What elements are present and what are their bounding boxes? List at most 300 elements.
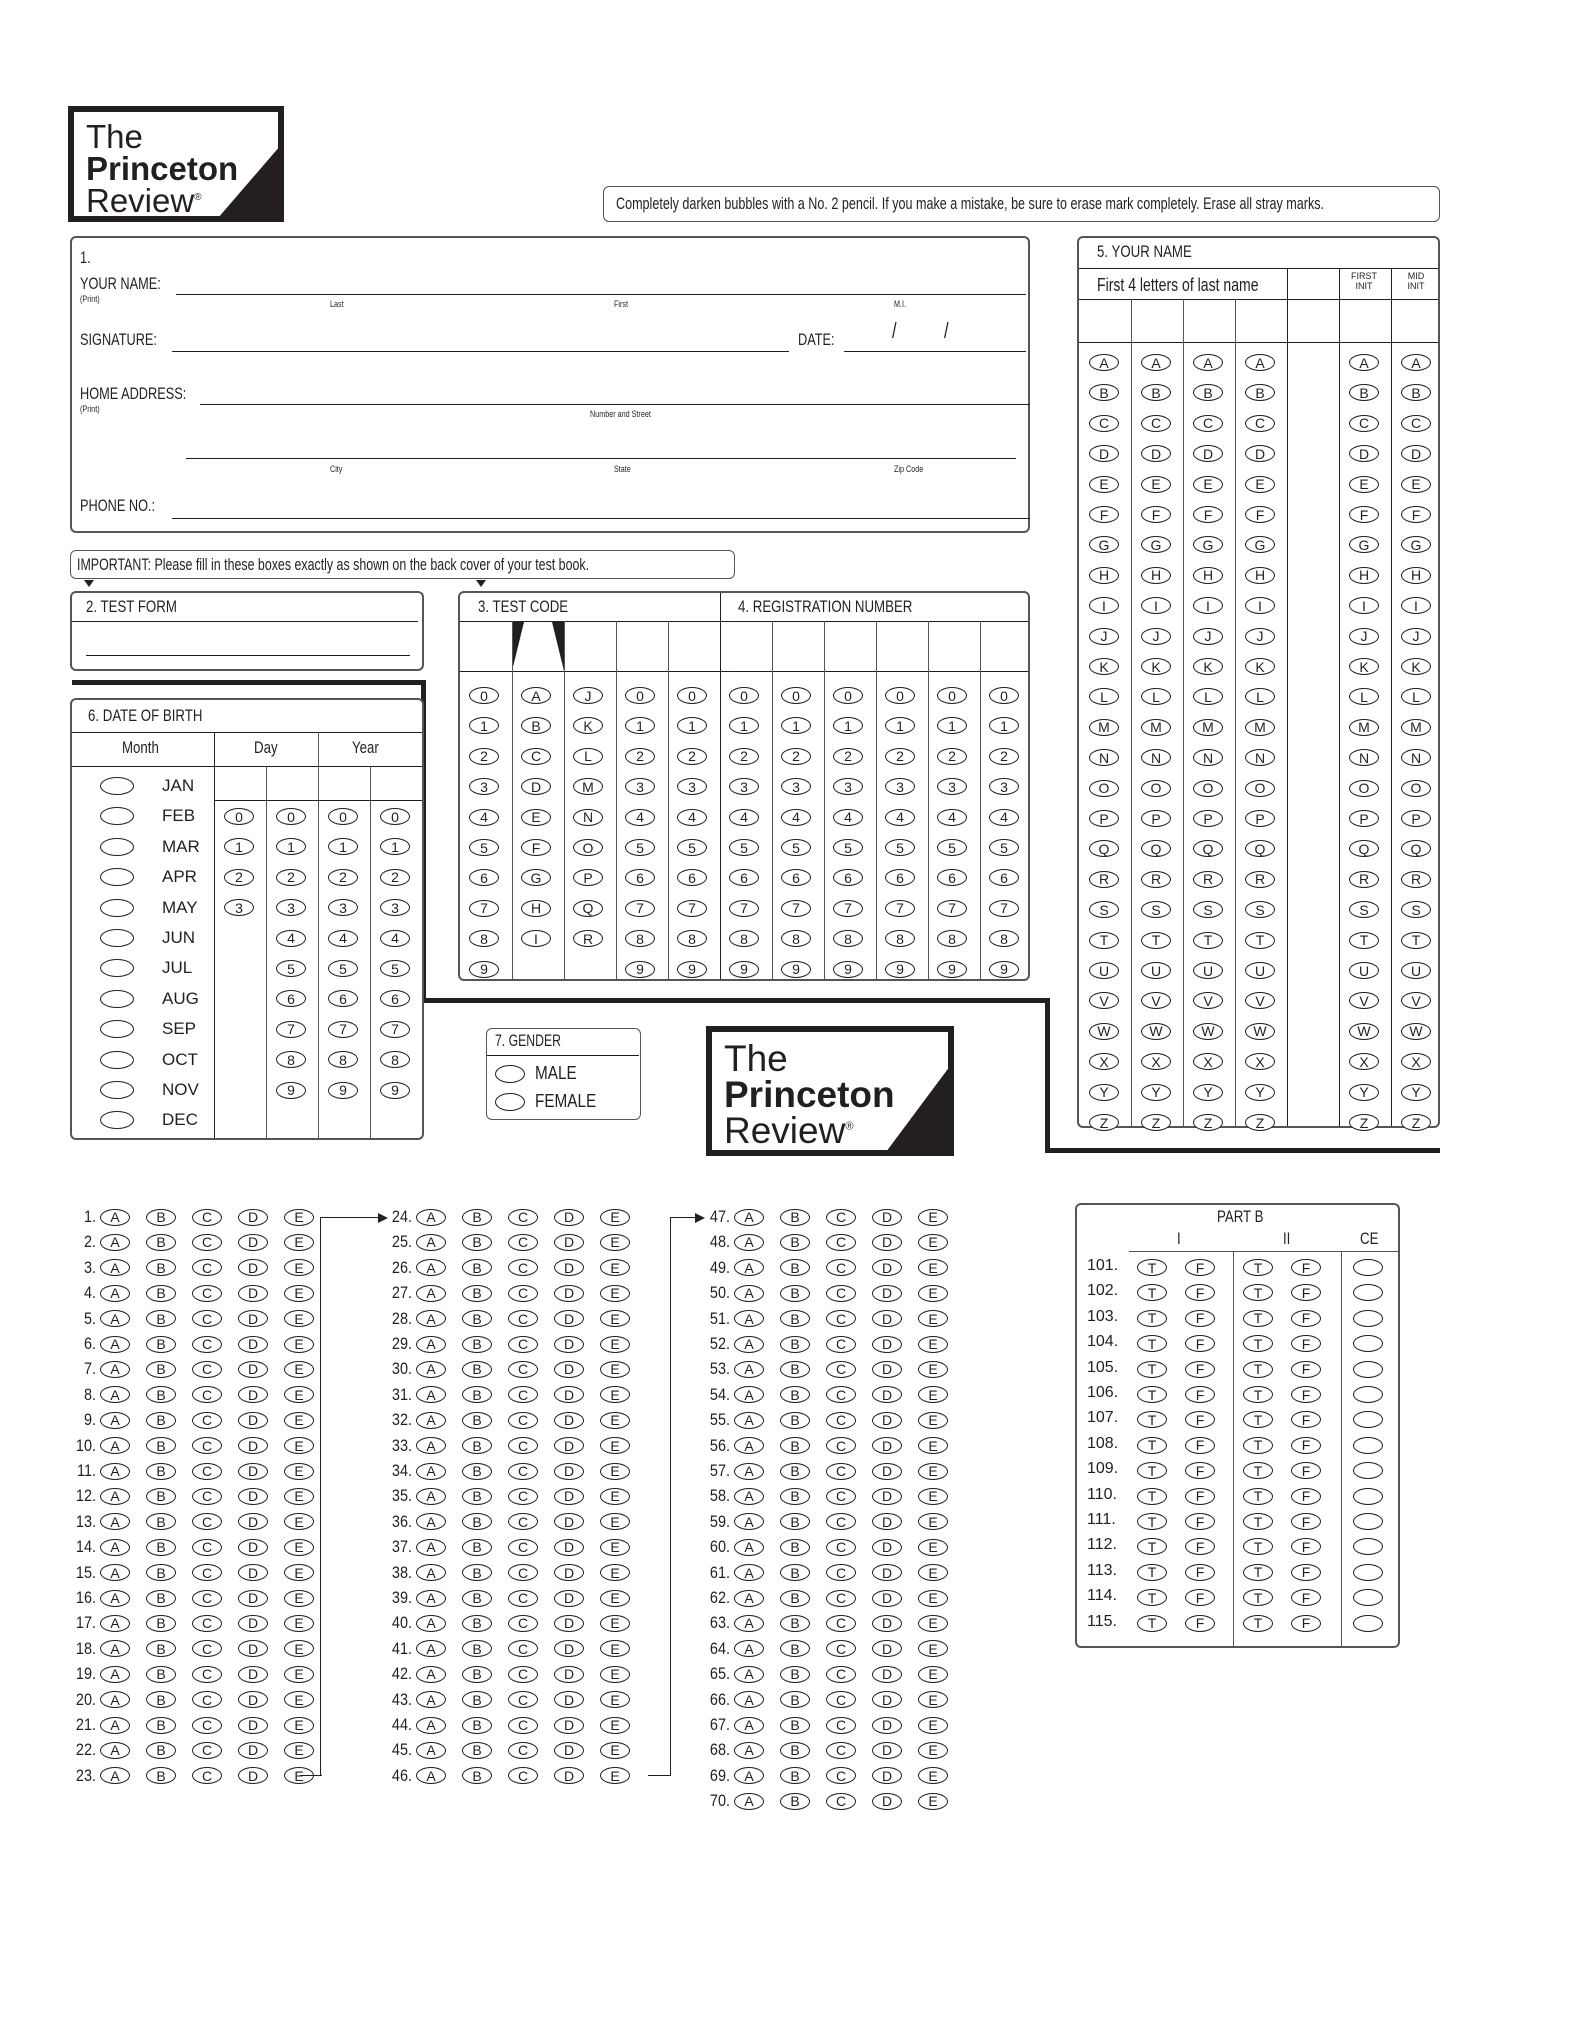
- test-code-bubble[interactable]: 2: [469, 748, 499, 765]
- part-b-i-true-bubble[interactable]: T: [1137, 1615, 1167, 1632]
- answer-bubble-c[interactable]: C: [192, 1666, 222, 1683]
- answer-bubble-b[interactable]: B: [462, 1488, 492, 1505]
- name-letter-bubble[interactable]: B: [1349, 384, 1379, 401]
- answer-bubble-d[interactable]: D: [872, 1259, 902, 1276]
- test-code-bubble[interactable]: 0: [677, 687, 707, 704]
- part-b-i-false-bubble[interactable]: F: [1185, 1310, 1215, 1327]
- answer-bubble-e[interactable]: E: [600, 1640, 630, 1657]
- answer-bubble-e[interactable]: E: [918, 1386, 948, 1403]
- name-letter-bubble[interactable]: H: [1245, 567, 1275, 584]
- answer-bubble-d[interactable]: D: [872, 1386, 902, 1403]
- answer-bubble-b[interactable]: B: [146, 1717, 176, 1734]
- answer-bubble-c[interactable]: C: [508, 1234, 538, 1251]
- answer-bubble-b[interactable]: B: [780, 1285, 810, 1302]
- test-code-bubble[interactable]: H: [521, 900, 551, 917]
- name-letter-bubble[interactable]: X: [1193, 1053, 1223, 1070]
- answer-bubble-c[interactable]: C: [826, 1488, 856, 1505]
- name-letter-bubble[interactable]: P: [1349, 810, 1379, 827]
- answer-bubble-c[interactable]: C: [508, 1590, 538, 1607]
- part-b-i-true-bubble[interactable]: T: [1137, 1284, 1167, 1301]
- answer-bubble-a[interactable]: A: [416, 1234, 446, 1251]
- answer-bubble-d[interactable]: D: [872, 1793, 902, 1810]
- month-option-feb[interactable]: FEB: [100, 806, 195, 826]
- month-bubble[interactable]: [100, 1020, 134, 1038]
- part-b-ii-true-bubble[interactable]: T: [1243, 1437, 1273, 1454]
- answer-bubble-d[interactable]: D: [872, 1412, 902, 1429]
- name-letter-bubble[interactable]: K: [1349, 658, 1379, 675]
- name-letter-bubble[interactable]: A: [1141, 354, 1171, 371]
- answer-bubble-b[interactable]: B: [146, 1615, 176, 1632]
- answer-bubble-c[interactable]: C: [192, 1539, 222, 1556]
- name-letter-bubble[interactable]: A: [1245, 354, 1275, 371]
- day-ones-bubble[interactable]: 9: [276, 1082, 306, 1099]
- answer-bubble-b[interactable]: B: [462, 1666, 492, 1683]
- answer-bubble-b[interactable]: B: [780, 1209, 810, 1226]
- name-letter-bubble[interactable]: T: [1193, 932, 1223, 949]
- answer-bubble-c[interactable]: C: [826, 1717, 856, 1734]
- test-code-bubble[interactable]: 9: [469, 961, 499, 978]
- part-b-ii-false-bubble[interactable]: F: [1291, 1411, 1321, 1428]
- answer-bubble-e[interactable]: E: [600, 1742, 630, 1759]
- answer-bubble-b[interactable]: B: [780, 1336, 810, 1353]
- answer-bubble-e[interactable]: E: [284, 1691, 314, 1708]
- answer-bubble-d[interactable]: D: [238, 1666, 268, 1683]
- name-letter-bubble[interactable]: H: [1349, 567, 1379, 584]
- answer-bubble-b[interactable]: B: [462, 1742, 492, 1759]
- answer-bubble-a[interactable]: A: [416, 1640, 446, 1657]
- year-bubble[interactable]: 8: [380, 1051, 410, 1068]
- name-letter-bubble[interactable]: I: [1349, 597, 1379, 614]
- month-option-jul[interactable]: JUL: [100, 958, 192, 978]
- part-b-ii-false-bubble[interactable]: F: [1291, 1589, 1321, 1606]
- part-b-i-false-bubble[interactable]: F: [1185, 1386, 1215, 1403]
- name-letter-bubble[interactable]: D: [1193, 445, 1223, 462]
- answer-bubble-e[interactable]: E: [284, 1463, 314, 1480]
- answer-bubble-c[interactable]: C: [192, 1361, 222, 1378]
- answer-bubble-c[interactable]: C: [826, 1437, 856, 1454]
- name-letter-bubble[interactable]: W: [1193, 1023, 1223, 1040]
- part-b-ii-false-bubble[interactable]: F: [1291, 1259, 1321, 1276]
- answer-bubble-c[interactable]: C: [826, 1691, 856, 1708]
- answer-bubble-b[interactable]: B: [146, 1488, 176, 1505]
- answer-bubble-c[interactable]: C: [508, 1564, 538, 1581]
- answer-bubble-c[interactable]: C: [508, 1336, 538, 1353]
- name-letter-bubble[interactable]: Q: [1193, 840, 1223, 857]
- part-b-i-true-bubble[interactable]: T: [1137, 1310, 1167, 1327]
- answer-bubble-d[interactable]: D: [238, 1513, 268, 1530]
- answer-bubble-d[interactable]: D: [554, 1209, 584, 1226]
- answer-bubble-e[interactable]: E: [918, 1234, 948, 1251]
- answer-bubble-e[interactable]: E: [284, 1412, 314, 1429]
- answer-bubble-d[interactable]: D: [554, 1488, 584, 1505]
- answer-bubble-b[interactable]: B: [780, 1361, 810, 1378]
- month-bubble[interactable]: [100, 899, 134, 917]
- part-b-ce-bubble[interactable]: [1353, 1335, 1383, 1352]
- answer-bubble-b[interactable]: B: [146, 1412, 176, 1429]
- name-letter-bubble[interactable]: O: [1089, 780, 1119, 797]
- registration-bubble[interactable]: 0: [885, 687, 915, 704]
- registration-bubble[interactable]: 2: [833, 748, 863, 765]
- answer-bubble-b[interactable]: B: [462, 1336, 492, 1353]
- answer-bubble-a[interactable]: A: [734, 1234, 764, 1251]
- day-ones-bubble[interactable]: 5: [276, 960, 306, 977]
- part-b-i-false-bubble[interactable]: F: [1185, 1615, 1215, 1632]
- name-letter-bubble[interactable]: V: [1193, 992, 1223, 1009]
- answer-bubble-e[interactable]: E: [284, 1539, 314, 1556]
- answer-bubble-c[interactable]: C: [192, 1717, 222, 1734]
- name-letter-bubble[interactable]: I: [1089, 597, 1119, 614]
- name-letter-bubble[interactable]: X: [1349, 1053, 1379, 1070]
- answer-bubble-d[interactable]: D: [238, 1463, 268, 1480]
- answer-bubble-e[interactable]: E: [918, 1412, 948, 1429]
- name-letter-bubble[interactable]: A: [1349, 354, 1379, 371]
- answer-bubble-b[interactable]: B: [780, 1717, 810, 1734]
- test-code-bubble[interactable]: 5: [469, 839, 499, 856]
- name-letter-bubble[interactable]: R: [1401, 871, 1431, 888]
- test-code-bubble[interactable]: 5: [625, 839, 655, 856]
- answer-bubble-d[interactable]: D: [872, 1640, 902, 1657]
- answer-bubble-a[interactable]: A: [734, 1463, 764, 1480]
- answer-bubble-a[interactable]: A: [734, 1691, 764, 1708]
- test-code-bubble[interactable]: 4: [469, 809, 499, 826]
- test-code-bubble[interactable]: 3: [469, 778, 499, 795]
- registration-bubble[interactable]: 1: [781, 717, 811, 734]
- answer-bubble-a[interactable]: A: [734, 1767, 764, 1784]
- part-b-i-false-bubble[interactable]: F: [1185, 1538, 1215, 1555]
- registration-bubble[interactable]: 9: [781, 961, 811, 978]
- registration-bubble[interactable]: 4: [937, 809, 967, 826]
- name-letter-bubble[interactable]: U: [1401, 962, 1431, 979]
- answer-bubble-c[interactable]: C: [826, 1640, 856, 1657]
- answer-bubble-c[interactable]: C: [826, 1361, 856, 1378]
- answer-bubble-e[interactable]: E: [284, 1234, 314, 1251]
- test-code-bubble[interactable]: Q: [573, 900, 603, 917]
- answer-bubble-c[interactable]: C: [826, 1513, 856, 1530]
- part-b-ii-true-bubble[interactable]: T: [1243, 1259, 1273, 1276]
- test-code-bubble[interactable]: D: [521, 778, 551, 795]
- answer-bubble-c[interactable]: C: [826, 1615, 856, 1632]
- name-letter-bubble[interactable]: E: [1349, 476, 1379, 493]
- month-bubble[interactable]: [100, 868, 134, 886]
- part-b-i-false-bubble[interactable]: F: [1185, 1437, 1215, 1454]
- name-letter-bubble[interactable]: U: [1089, 962, 1119, 979]
- name-letter-bubble[interactable]: A: [1089, 354, 1119, 371]
- registration-bubble[interactable]: 9: [885, 961, 915, 978]
- name-letter-bubble[interactable]: X: [1141, 1053, 1171, 1070]
- answer-bubble-b[interactable]: B: [462, 1767, 492, 1784]
- answer-bubble-a[interactable]: A: [416, 1742, 446, 1759]
- name-letter-bubble[interactable]: L: [1401, 688, 1431, 705]
- answer-bubble-d[interactable]: D: [238, 1488, 268, 1505]
- part-b-i-true-bubble[interactable]: T: [1137, 1564, 1167, 1581]
- answer-bubble-a[interactable]: A: [100, 1513, 130, 1530]
- name-letter-bubble[interactable]: F: [1401, 506, 1431, 523]
- answer-bubble-c[interactable]: C: [192, 1209, 222, 1226]
- answer-bubble-e[interactable]: E: [600, 1691, 630, 1708]
- name-letter-bubble[interactable]: A: [1401, 354, 1431, 371]
- registration-bubble[interactable]: 8: [781, 930, 811, 947]
- answer-bubble-a[interactable]: A: [416, 1463, 446, 1480]
- answer-bubble-e[interactable]: E: [600, 1463, 630, 1480]
- answer-bubble-c[interactable]: C: [192, 1336, 222, 1353]
- part-b-i-true-bubble[interactable]: T: [1137, 1488, 1167, 1505]
- part-b-i-true-bubble[interactable]: T: [1137, 1462, 1167, 1479]
- registration-bubble[interactable]: 0: [937, 687, 967, 704]
- part-b-i-false-bubble[interactable]: F: [1185, 1564, 1215, 1581]
- answer-bubble-a[interactable]: A: [100, 1259, 130, 1276]
- name-letter-bubble[interactable]: O: [1193, 780, 1223, 797]
- name-letter-bubble[interactable]: Z: [1089, 1114, 1119, 1131]
- name-letter-bubble[interactable]: U: [1141, 962, 1171, 979]
- part-b-ii-false-bubble[interactable]: F: [1291, 1615, 1321, 1632]
- answer-bubble-e[interactable]: E: [918, 1336, 948, 1353]
- answer-bubble-d[interactable]: D: [554, 1717, 584, 1734]
- day-ones-bubble[interactable]: 3: [276, 899, 306, 916]
- answer-bubble-a[interactable]: A: [734, 1539, 764, 1556]
- answer-bubble-b[interactable]: B: [462, 1209, 492, 1226]
- test-code-bubble[interactable]: 6: [677, 869, 707, 886]
- name-letter-bubble[interactable]: P: [1193, 810, 1223, 827]
- name-letter-bubble[interactable]: R: [1245, 871, 1275, 888]
- part-b-i-false-bubble[interactable]: F: [1185, 1513, 1215, 1530]
- month-option-aug[interactable]: AUG: [100, 989, 199, 1009]
- answer-bubble-b[interactable]: B: [780, 1259, 810, 1276]
- registration-bubble[interactable]: 9: [833, 961, 863, 978]
- name-letter-bubble[interactable]: C: [1401, 415, 1431, 432]
- answer-bubble-a[interactable]: A: [734, 1742, 764, 1759]
- answer-bubble-a[interactable]: A: [734, 1259, 764, 1276]
- part-b-ii-false-bubble[interactable]: F: [1291, 1361, 1321, 1378]
- name-letter-bubble[interactable]: D: [1141, 445, 1171, 462]
- answer-bubble-b[interactable]: B: [780, 1742, 810, 1759]
- answer-bubble-b[interactable]: B: [780, 1539, 810, 1556]
- registration-bubble[interactable]: 6: [989, 869, 1019, 886]
- answer-bubble-a[interactable]: A: [416, 1488, 446, 1505]
- registration-bubble[interactable]: 9: [989, 961, 1019, 978]
- test-code-bubble[interactable]: F: [521, 839, 551, 856]
- year-bubble[interactable]: 4: [328, 930, 358, 947]
- part-b-ii-true-bubble[interactable]: T: [1243, 1564, 1273, 1581]
- name-letter-bubble[interactable]: K: [1245, 658, 1275, 675]
- month-bubble[interactable]: [100, 990, 134, 1008]
- answer-bubble-a[interactable]: A: [100, 1742, 130, 1759]
- signature-field[interactable]: [172, 351, 789, 352]
- part-b-ii-true-bubble[interactable]: T: [1243, 1335, 1273, 1352]
- answer-bubble-e[interactable]: E: [918, 1310, 948, 1327]
- name-letter-bubble[interactable]: P: [1245, 810, 1275, 827]
- answer-bubble-d[interactable]: D: [554, 1691, 584, 1708]
- name-letter-bubble[interactable]: W: [1401, 1023, 1431, 1040]
- answer-bubble-d[interactable]: D: [238, 1615, 268, 1632]
- name-letter-bubble[interactable]: T: [1089, 932, 1119, 949]
- registration-bubble[interactable]: 8: [729, 930, 759, 947]
- answer-bubble-a[interactable]: A: [734, 1717, 764, 1734]
- month-option-jun[interactable]: JUN: [100, 928, 195, 948]
- month-option-may[interactable]: MAY: [100, 898, 198, 918]
- name-letter-bubble[interactable]: Z: [1245, 1114, 1275, 1131]
- answer-bubble-a[interactable]: A: [416, 1386, 446, 1403]
- answer-bubble-b[interactable]: B: [462, 1590, 492, 1607]
- test-code-bubble[interactable]: 1: [469, 717, 499, 734]
- answer-bubble-b[interactable]: B: [146, 1437, 176, 1454]
- name-letter-bubble[interactable]: B: [1141, 384, 1171, 401]
- registration-bubble[interactable]: 8: [937, 930, 967, 947]
- answer-bubble-c[interactable]: C: [192, 1615, 222, 1632]
- test-code-bubble[interactable]: 5: [677, 839, 707, 856]
- answer-bubble-a[interactable]: A: [416, 1666, 446, 1683]
- answer-bubble-d[interactable]: D: [554, 1412, 584, 1429]
- answer-bubble-e[interactable]: E: [600, 1590, 630, 1607]
- name-letter-bubble[interactable]: T: [1401, 932, 1431, 949]
- answer-bubble-e[interactable]: E: [284, 1564, 314, 1581]
- answer-bubble-e[interactable]: E: [918, 1793, 948, 1810]
- registration-bubble[interactable]: 0: [989, 687, 1019, 704]
- answer-bubble-b[interactable]: B: [462, 1437, 492, 1454]
- answer-bubble-d[interactable]: D: [554, 1767, 584, 1784]
- answer-bubble-c[interactable]: C: [508, 1361, 538, 1378]
- name-letter-bubble[interactable]: E: [1089, 476, 1119, 493]
- part-b-i-true-bubble[interactable]: T: [1137, 1386, 1167, 1403]
- answer-bubble-e[interactable]: E: [284, 1386, 314, 1403]
- part-b-ce-bubble[interactable]: [1353, 1564, 1383, 1581]
- name-letter-bubble[interactable]: D: [1089, 445, 1119, 462]
- answer-bubble-b[interactable]: B: [780, 1463, 810, 1480]
- name-letter-bubble[interactable]: L: [1141, 688, 1171, 705]
- registration-bubble[interactable]: 2: [729, 748, 759, 765]
- answer-bubble-d[interactable]: D: [238, 1310, 268, 1327]
- answer-bubble-c[interactable]: C: [508, 1488, 538, 1505]
- name-letter-bubble[interactable]: E: [1245, 476, 1275, 493]
- answer-bubble-b[interactable]: B: [780, 1310, 810, 1327]
- registration-bubble[interactable]: 2: [937, 748, 967, 765]
- answer-bubble-c[interactable]: C: [192, 1640, 222, 1657]
- year-bubble[interactable]: 2: [328, 869, 358, 886]
- test-code-bubble[interactable]: 4: [677, 809, 707, 826]
- name-letter-bubble[interactable]: A: [1193, 354, 1223, 371]
- part-b-ii-false-bubble[interactable]: F: [1291, 1513, 1321, 1530]
- part-b-i-true-bubble[interactable]: T: [1137, 1411, 1167, 1428]
- test-code-bubble[interactable]: 1: [625, 717, 655, 734]
- answer-bubble-b[interactable]: B: [780, 1564, 810, 1581]
- answer-bubble-e[interactable]: E: [918, 1513, 948, 1530]
- name-letter-bubble[interactable]: N: [1193, 749, 1223, 766]
- part-b-i-true-bubble[interactable]: T: [1137, 1437, 1167, 1454]
- answer-bubble-c[interactable]: C: [826, 1767, 856, 1784]
- part-b-ii-false-bubble[interactable]: F: [1291, 1488, 1321, 1505]
- answer-bubble-a[interactable]: A: [100, 1539, 130, 1556]
- gender-option-male[interactable]: MALE: [495, 1063, 584, 1084]
- answer-bubble-b[interactable]: B: [462, 1539, 492, 1556]
- answer-bubble-e[interactable]: E: [600, 1717, 630, 1734]
- registration-bubble[interactable]: 2: [989, 748, 1019, 765]
- answer-bubble-a[interactable]: A: [416, 1209, 446, 1226]
- answer-bubble-c[interactable]: C: [192, 1285, 222, 1302]
- part-b-ce-bubble[interactable]: [1353, 1437, 1383, 1454]
- year-bubble[interactable]: 3: [328, 899, 358, 916]
- registration-bubble[interactable]: 8: [989, 930, 1019, 947]
- answer-bubble-d[interactable]: D: [554, 1666, 584, 1683]
- answer-bubble-e[interactable]: E: [284, 1437, 314, 1454]
- answer-bubble-e[interactable]: E: [284, 1259, 314, 1276]
- registration-bubble[interactable]: 6: [729, 869, 759, 886]
- your-name-field[interactable]: [176, 294, 1026, 295]
- name-letter-bubble[interactable]: L: [1089, 688, 1119, 705]
- name-letter-bubble[interactable]: M: [1245, 719, 1275, 736]
- answer-bubble-d[interactable]: D: [554, 1513, 584, 1530]
- answer-bubble-d[interactable]: D: [554, 1386, 584, 1403]
- answer-bubble-b[interactable]: B: [146, 1564, 176, 1581]
- answer-bubble-c[interactable]: C: [508, 1742, 538, 1759]
- answer-bubble-a[interactable]: A: [100, 1463, 130, 1480]
- registration-bubble[interactable]: 4: [729, 809, 759, 826]
- month-bubble[interactable]: [100, 777, 134, 795]
- answer-bubble-c[interactable]: C: [192, 1742, 222, 1759]
- answer-bubble-b[interactable]: B: [146, 1742, 176, 1759]
- answer-bubble-b[interactable]: B: [462, 1691, 492, 1708]
- name-letter-bubble[interactable]: S: [1089, 901, 1119, 918]
- answer-bubble-d[interactable]: D: [238, 1285, 268, 1302]
- part-b-ii-false-bubble[interactable]: F: [1291, 1310, 1321, 1327]
- answer-bubble-c[interactable]: C: [826, 1564, 856, 1581]
- answer-bubble-a[interactable]: A: [734, 1412, 764, 1429]
- answer-bubble-b[interactable]: B: [462, 1386, 492, 1403]
- name-letter-bubble[interactable]: L: [1349, 688, 1379, 705]
- answer-bubble-b[interactable]: B: [462, 1717, 492, 1734]
- name-letter-bubble[interactable]: W: [1349, 1023, 1379, 1040]
- answer-bubble-c[interactable]: C: [508, 1615, 538, 1632]
- name-letter-bubble[interactable]: U: [1349, 962, 1379, 979]
- part-b-i-true-bubble[interactable]: T: [1137, 1335, 1167, 1352]
- test-code-bubble[interactable]: 0: [625, 687, 655, 704]
- day-ones-bubble[interactable]: 6: [276, 990, 306, 1007]
- registration-bubble[interactable]: 4: [989, 809, 1019, 826]
- name-letter-bubble[interactable]: Y: [1089, 1084, 1119, 1101]
- month-bubble[interactable]: [100, 807, 134, 825]
- answer-bubble-d[interactable]: D: [872, 1285, 902, 1302]
- answer-bubble-b[interactable]: B: [146, 1336, 176, 1353]
- part-b-i-false-bubble[interactable]: F: [1185, 1411, 1215, 1428]
- registration-bubble[interactable]: 4: [885, 809, 915, 826]
- answer-bubble-b[interactable]: B: [780, 1590, 810, 1607]
- answer-bubble-c[interactable]: C: [192, 1590, 222, 1607]
- name-letter-bubble[interactable]: N: [1401, 749, 1431, 766]
- date-field[interactable]: [844, 351, 1026, 352]
- name-letter-bubble[interactable]: U: [1245, 962, 1275, 979]
- name-letter-bubble[interactable]: V: [1245, 992, 1275, 1009]
- part-b-i-true-bubble[interactable]: T: [1137, 1361, 1167, 1378]
- name-letter-bubble[interactable]: B: [1089, 384, 1119, 401]
- day-ones-bubble[interactable]: 0: [276, 808, 306, 825]
- phone-field[interactable]: [172, 518, 1030, 519]
- part-b-ii-true-bubble[interactable]: T: [1243, 1386, 1273, 1403]
- answer-bubble-c[interactable]: C: [826, 1742, 856, 1759]
- registration-bubble[interactable]: 3: [937, 778, 967, 795]
- registration-bubble[interactable]: 0: [833, 687, 863, 704]
- name-letter-bubble[interactable]: C: [1245, 415, 1275, 432]
- month-bubble[interactable]: [100, 1081, 134, 1099]
- part-b-i-false-bubble[interactable]: F: [1185, 1488, 1215, 1505]
- test-code-bubble[interactable]: 6: [469, 869, 499, 886]
- name-letter-bubble[interactable]: C: [1349, 415, 1379, 432]
- month-bubble[interactable]: [100, 959, 134, 977]
- male-bubble[interactable]: [495, 1065, 525, 1083]
- registration-bubble[interactable]: 1: [833, 717, 863, 734]
- answer-bubble-b[interactable]: B: [146, 1767, 176, 1784]
- answer-bubble-b[interactable]: B: [780, 1234, 810, 1251]
- answer-bubble-e[interactable]: E: [600, 1615, 630, 1632]
- name-letter-bubble[interactable]: F: [1193, 506, 1223, 523]
- part-b-ii-true-bubble[interactable]: T: [1243, 1462, 1273, 1479]
